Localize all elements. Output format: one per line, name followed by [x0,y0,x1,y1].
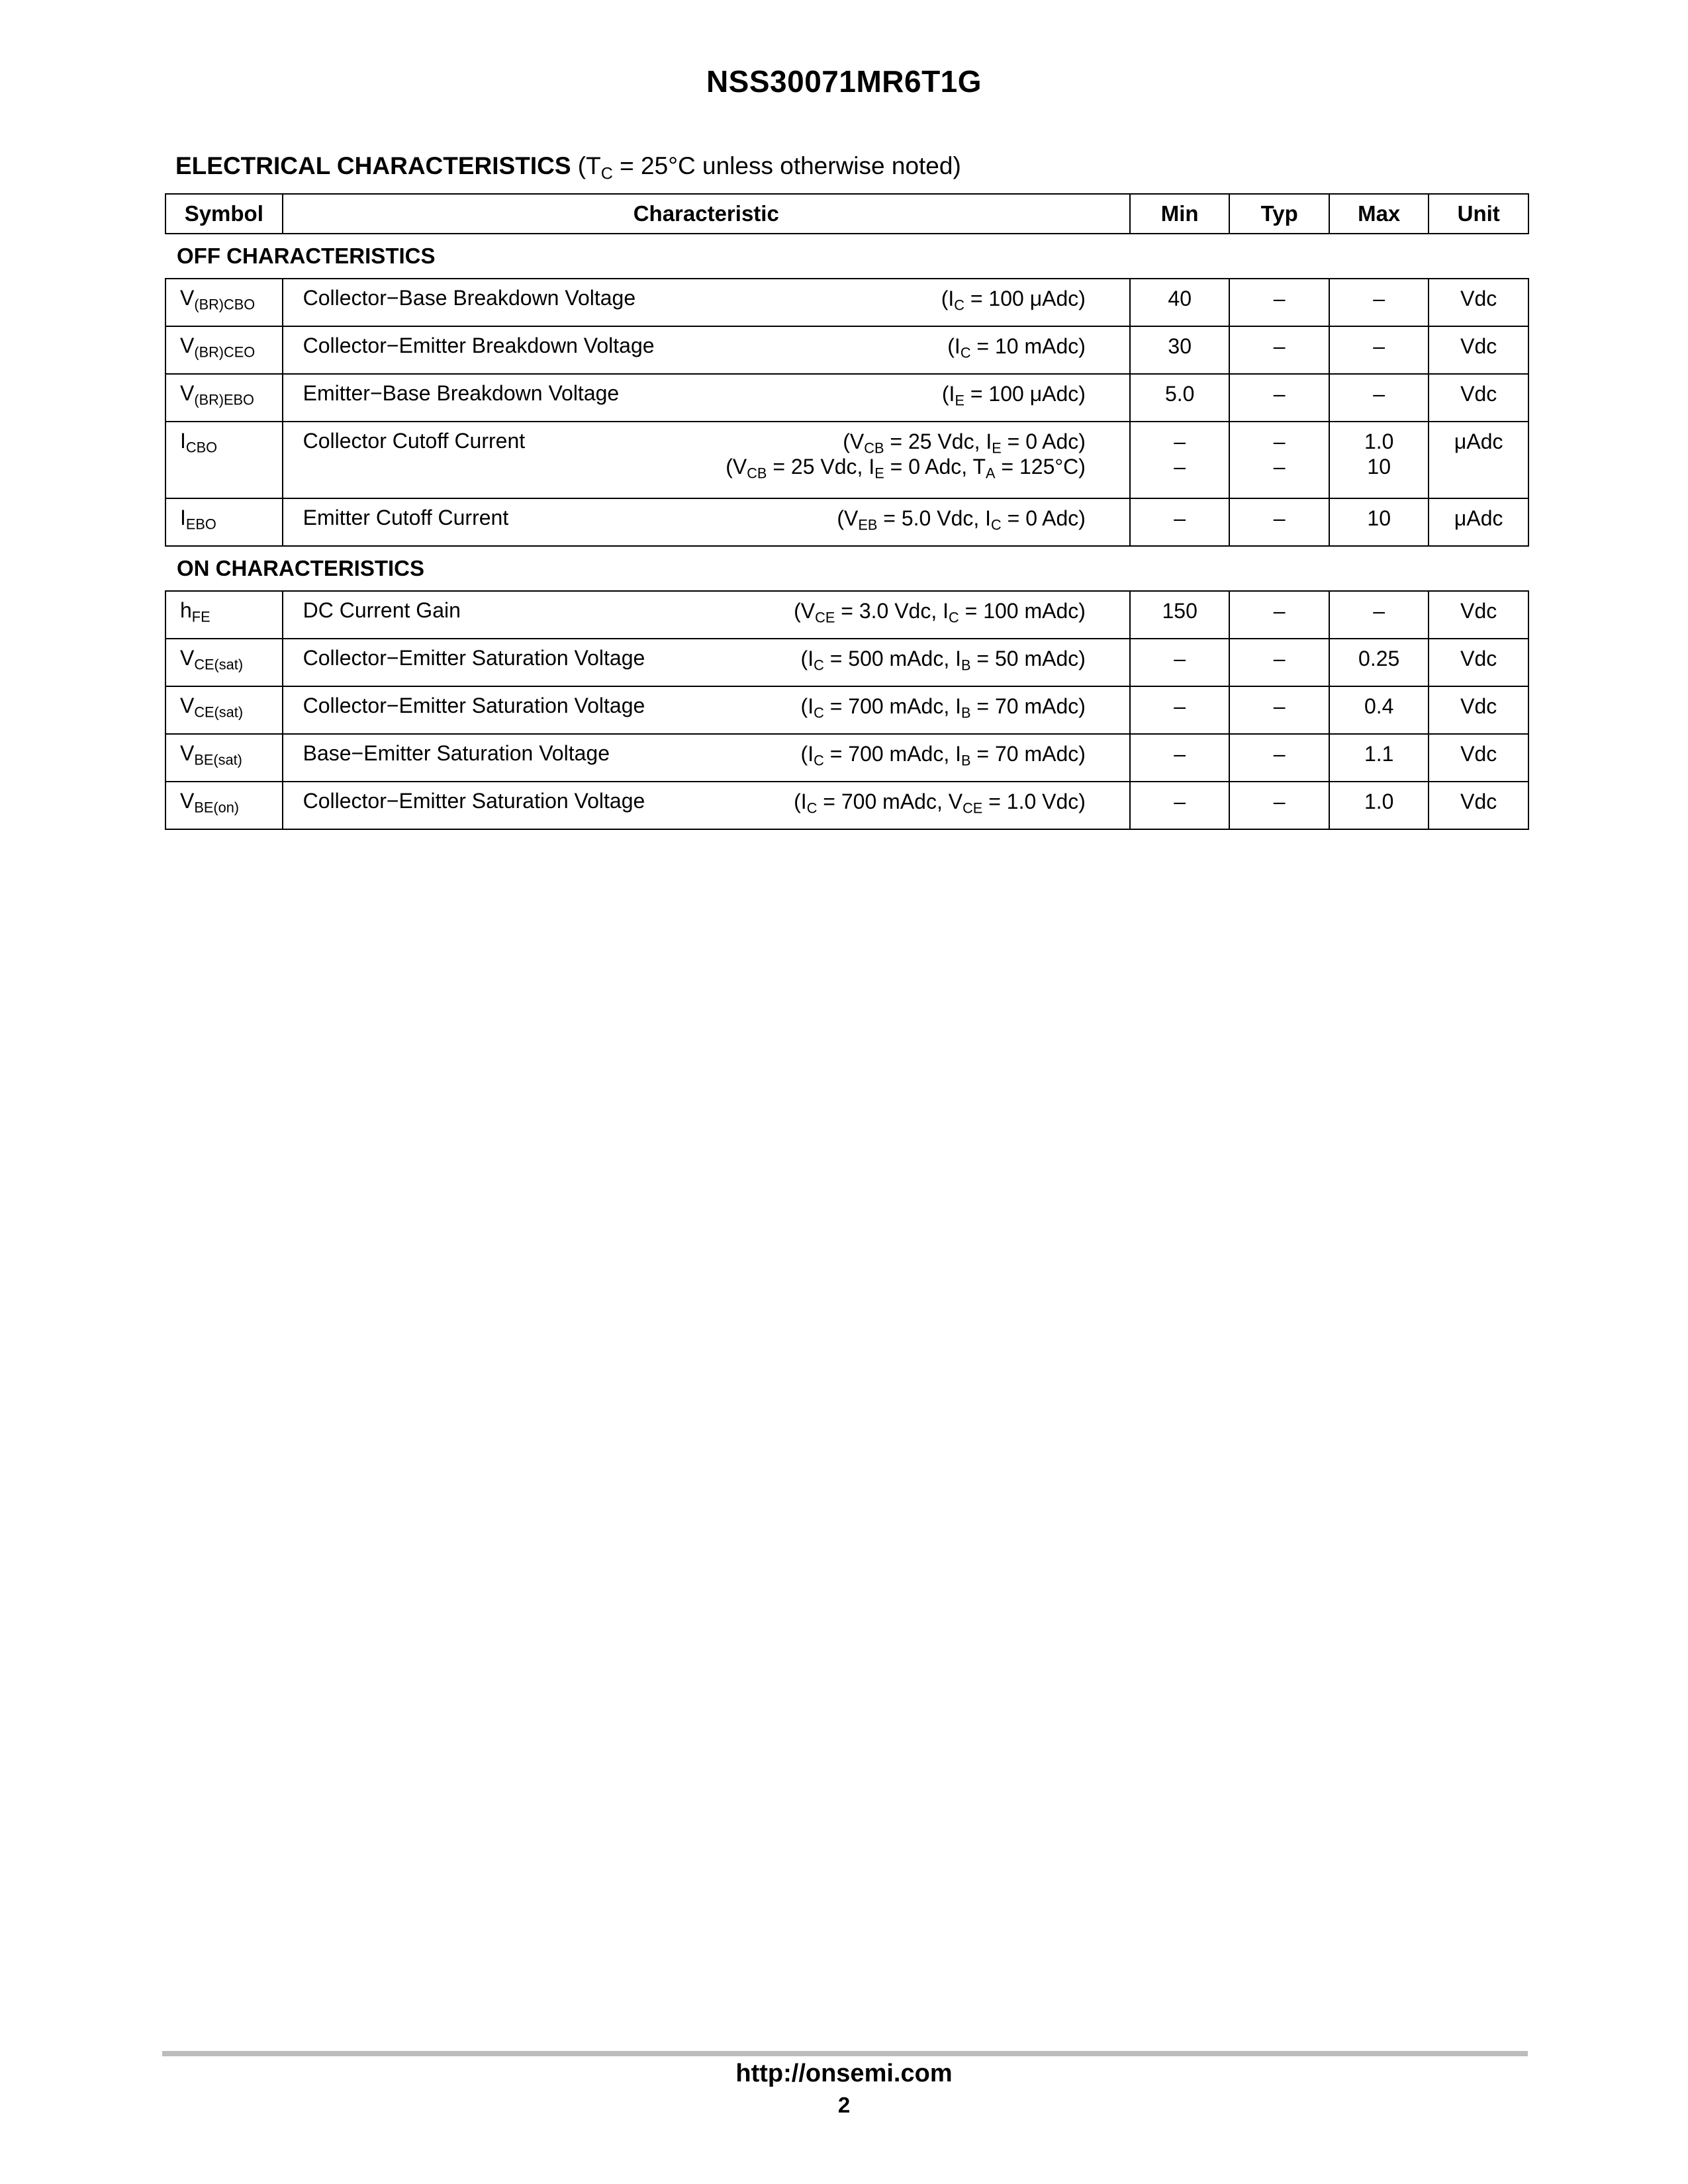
column-header-typ: Typ [1229,194,1329,234]
column-header-characteristic: Characteristic [283,194,1130,234]
max-value-cell [1329,734,1429,782]
symbol-base: I [180,506,186,529]
footer-url[interactable]: http://onsemi.com [735,2060,953,2087]
group-heading: OFF CHARACTERISTICS [177,244,436,268]
column-header-max: Max [1329,194,1429,234]
table-body [165,234,1528,829]
typ-value-cell [1229,374,1329,422]
characteristic-cell [283,734,1130,782]
max-value-cell [1329,782,1429,829]
symbol-cell [165,498,283,546]
characteristic-cell [283,422,1130,498]
test-condition: ($I_C = 500$ mAdc, $I_B = 50$ mAdc) [800,647,1086,674]
symbol-base: h [180,598,192,622]
symbol-cell [165,782,283,829]
max-value-cell [1329,374,1429,422]
typ-value-cell [1229,591,1329,639]
test-conditions [726,429,1086,482]
column-header-min: Min [1130,194,1230,234]
symbol-subscript: FE [191,608,211,625]
symbol-subscript: CE(sat) [194,704,244,721]
table-row [165,782,1528,829]
max-value-cell [1329,639,1429,686]
symbol-subscript: EBO [185,516,216,533]
table-row [165,591,1528,639]
group-heading-row [165,234,1528,279]
table-row [165,326,1528,374]
characteristic-name: Collector Cutoff Current [303,429,526,453]
table-row [165,498,1528,546]
page-number: 2 [837,2093,851,2117]
symbol-subscript: BE(sat) [194,751,242,768]
symbol-cell [165,326,283,374]
characteristic-cell [283,279,1130,326]
typ-value-cell [1229,639,1329,686]
max-value: – [1373,334,1385,358]
symbol-subscript: BE(on) [194,799,240,816]
symbol-base: V [180,381,195,405]
min-value: – [1174,790,1186,813]
typ-value: – [1273,506,1286,530]
characteristic-cell [283,498,1130,546]
min-value-cell [1130,639,1230,686]
section-condition: ($T_C = 25^\circ C$ unless otherwise noted) [577,152,961,183]
symbol-cell [165,279,283,326]
table-row [165,374,1528,422]
test-conditions [794,598,1086,626]
symbol-subscript: (BR)CEO [194,343,256,361]
typ-value: – [1273,647,1286,670]
typ-value: – [1273,694,1286,718]
table-header-row [165,194,1528,234]
max-value: 1.1 [1364,742,1394,766]
characteristic-cell [283,782,1130,829]
typ-value: – [1273,742,1286,766]
characteristic-cell [283,639,1130,686]
table-row [165,734,1528,782]
test-condition: ($I_C = 100$ μAdc) [941,287,1086,314]
symbol-base: V [180,694,195,717]
test-conditions [800,646,1086,674]
typ-value-cell [1229,686,1329,734]
symbol-cell [165,422,283,498]
unit-cell: Vdc [1429,326,1528,374]
table-row [165,279,1528,326]
symbol-base: V [180,789,195,813]
max-value: 10 [1367,506,1391,530]
max-value: 10 [1367,455,1391,478]
footer-divider [162,2051,1528,2056]
min-value: – [1174,455,1186,478]
test-conditions [837,506,1086,531]
section-title: ELECTRICAL CHARACTERISTICS [175,152,571,179]
min-value-cell [1130,734,1230,782]
characteristic-name: Base−Emitter Saturation Voltage [303,741,610,765]
table-row [165,686,1528,734]
typ-value: – [1273,599,1286,623]
min-value: 30 [1168,334,1192,358]
group-heading-row [165,546,1528,591]
min-value: – [1174,742,1186,766]
unit-cell: Vdc [1429,279,1528,326]
typ-value-cell [1229,782,1329,829]
unit-cell: Vdc [1429,374,1528,422]
typ-value: – [1273,790,1286,813]
typ-value-cell [1229,498,1329,546]
max-value: 1.0 [1364,790,1394,813]
test-conditions [941,286,1086,314]
test-condition: ($V_{CB} = 25$ Vdc, $I_E = 0$ Adc, $T_A = 125^\circ C$) [726,455,1086,482]
test-condition: ($I_C = 10$ mAdc) [947,334,1086,361]
symbol-cell [165,591,283,639]
table-row [165,639,1528,686]
section-heading [175,152,961,183]
max-value-cell [1329,422,1429,498]
symbol-subscript: (BR)EBO [194,391,254,408]
max-value: 1.0 [1364,430,1394,453]
symbol-base: V [180,286,195,310]
characteristic-cell [283,686,1130,734]
symbol-cell [165,374,283,422]
max-value: – [1373,287,1385,310]
symbol-base: V [180,646,195,670]
test-condition: ($V_{CE} = 3.0$ Vdc, $I_C = 100$ mAdc) [794,599,1086,626]
test-conditions [941,381,1086,409]
max-value: 0.4 [1364,694,1394,718]
test-conditions [794,789,1086,817]
typ-value-cell [1229,734,1329,782]
characteristic-cell [283,374,1130,422]
max-value-cell [1329,279,1429,326]
min-value-cell [1130,422,1230,498]
min-value: 150 [1162,599,1197,623]
test-condition: ($I_C = 700$ mAdc, $I_B = 70$ mAdc) [800,694,1086,721]
electrical-characteristics-table [165,193,1529,830]
test-condition: ($V_{EB} = 5.0$ Vdc, $I_C = 0$ Adc) [837,506,1086,533]
unit-cell: Vdc [1429,686,1528,734]
test-condition: ($I_C = 700$ mAdc, $I_B = 70$ mAdc) [800,742,1086,769]
min-value-cell [1130,374,1230,422]
max-value: – [1373,599,1385,623]
min-value: – [1174,506,1186,530]
test-conditions [800,741,1086,769]
typ-value-cell [1229,279,1329,326]
min-value-cell [1130,686,1230,734]
column-header-unit: Unit [1429,194,1528,234]
min-value-cell [1130,782,1230,829]
max-value-cell [1329,326,1429,374]
symbol-subscript: CE(sat) [194,656,244,673]
min-value: – [1174,694,1186,718]
characteristic-name: Collector−Emitter Saturation Voltage [303,646,645,670]
unit-cell: Vdc [1429,639,1528,686]
min-value-cell [1130,326,1230,374]
unit-cell: μAdc [1429,422,1528,498]
max-value: 0.25 [1358,647,1400,670]
symbol-cell [165,686,283,734]
symbol-base: V [180,741,195,765]
typ-value: – [1273,455,1286,478]
min-value: – [1174,647,1186,670]
characteristic-name: Emitter−Base Breakdown Voltage [303,381,620,405]
unit-cell: Vdc [1429,591,1528,639]
typ-value: – [1273,287,1286,310]
characteristic-cell [283,591,1130,639]
characteristic-name: DC Current Gain [303,598,461,622]
characteristic-name: Emitter Cutoff Current [303,506,509,529]
typ-value: – [1273,382,1286,406]
group-heading: ON CHARACTERISTICS [177,556,425,580]
characteristic-name: Collector−Emitter Saturation Voltage [303,789,645,813]
unit-cell: μAdc [1429,498,1528,546]
test-condition: ($V_{CB} = 25$ Vdc, $I_E = 0$ Adc) [843,430,1086,457]
typ-value: – [1273,334,1286,358]
min-value: – [1174,430,1186,453]
min-value: 5.0 [1164,382,1195,406]
characteristic-name: Collector−Base Breakdown Voltage [303,286,636,310]
characteristic-name: Collector−Emitter Saturation Voltage [303,694,645,717]
typ-value-cell [1229,326,1329,374]
column-header-symbol: Symbol [165,194,283,234]
typ-value-cell [1229,422,1329,498]
max-value: – [1373,382,1385,406]
symbol-base: V [180,334,195,357]
characteristic-cell [283,326,1130,374]
symbol-subscript: (BR)CBO [194,296,256,313]
min-value-cell [1130,498,1230,546]
symbol-subscript: CBO [185,439,218,456]
symbol-base: I [180,429,186,453]
typ-value: – [1273,430,1286,453]
unit-cell: Vdc [1429,782,1528,829]
test-condition: ($I_C = 700$ mAdc, $V_{CE} = 1.0$ Vdc) [794,790,1086,817]
max-value-cell [1329,498,1429,546]
min-value-cell [1130,591,1230,639]
test-condition: ($I_E = 100$ μAdc) [941,382,1086,409]
symbol-cell [165,639,283,686]
characteristic-name: Collector−Emitter Breakdown Voltage [303,334,655,357]
symbol-cell [165,734,283,782]
max-value-cell [1329,686,1429,734]
min-value: 40 [1168,287,1192,310]
max-value-cell [1329,591,1429,639]
page-title: NSS30071MR6T1G [706,64,982,99]
test-conditions [947,334,1086,359]
table-row [165,422,1528,498]
min-value-cell [1130,279,1230,326]
unit-cell: Vdc [1429,734,1528,782]
test-conditions [801,694,1086,719]
